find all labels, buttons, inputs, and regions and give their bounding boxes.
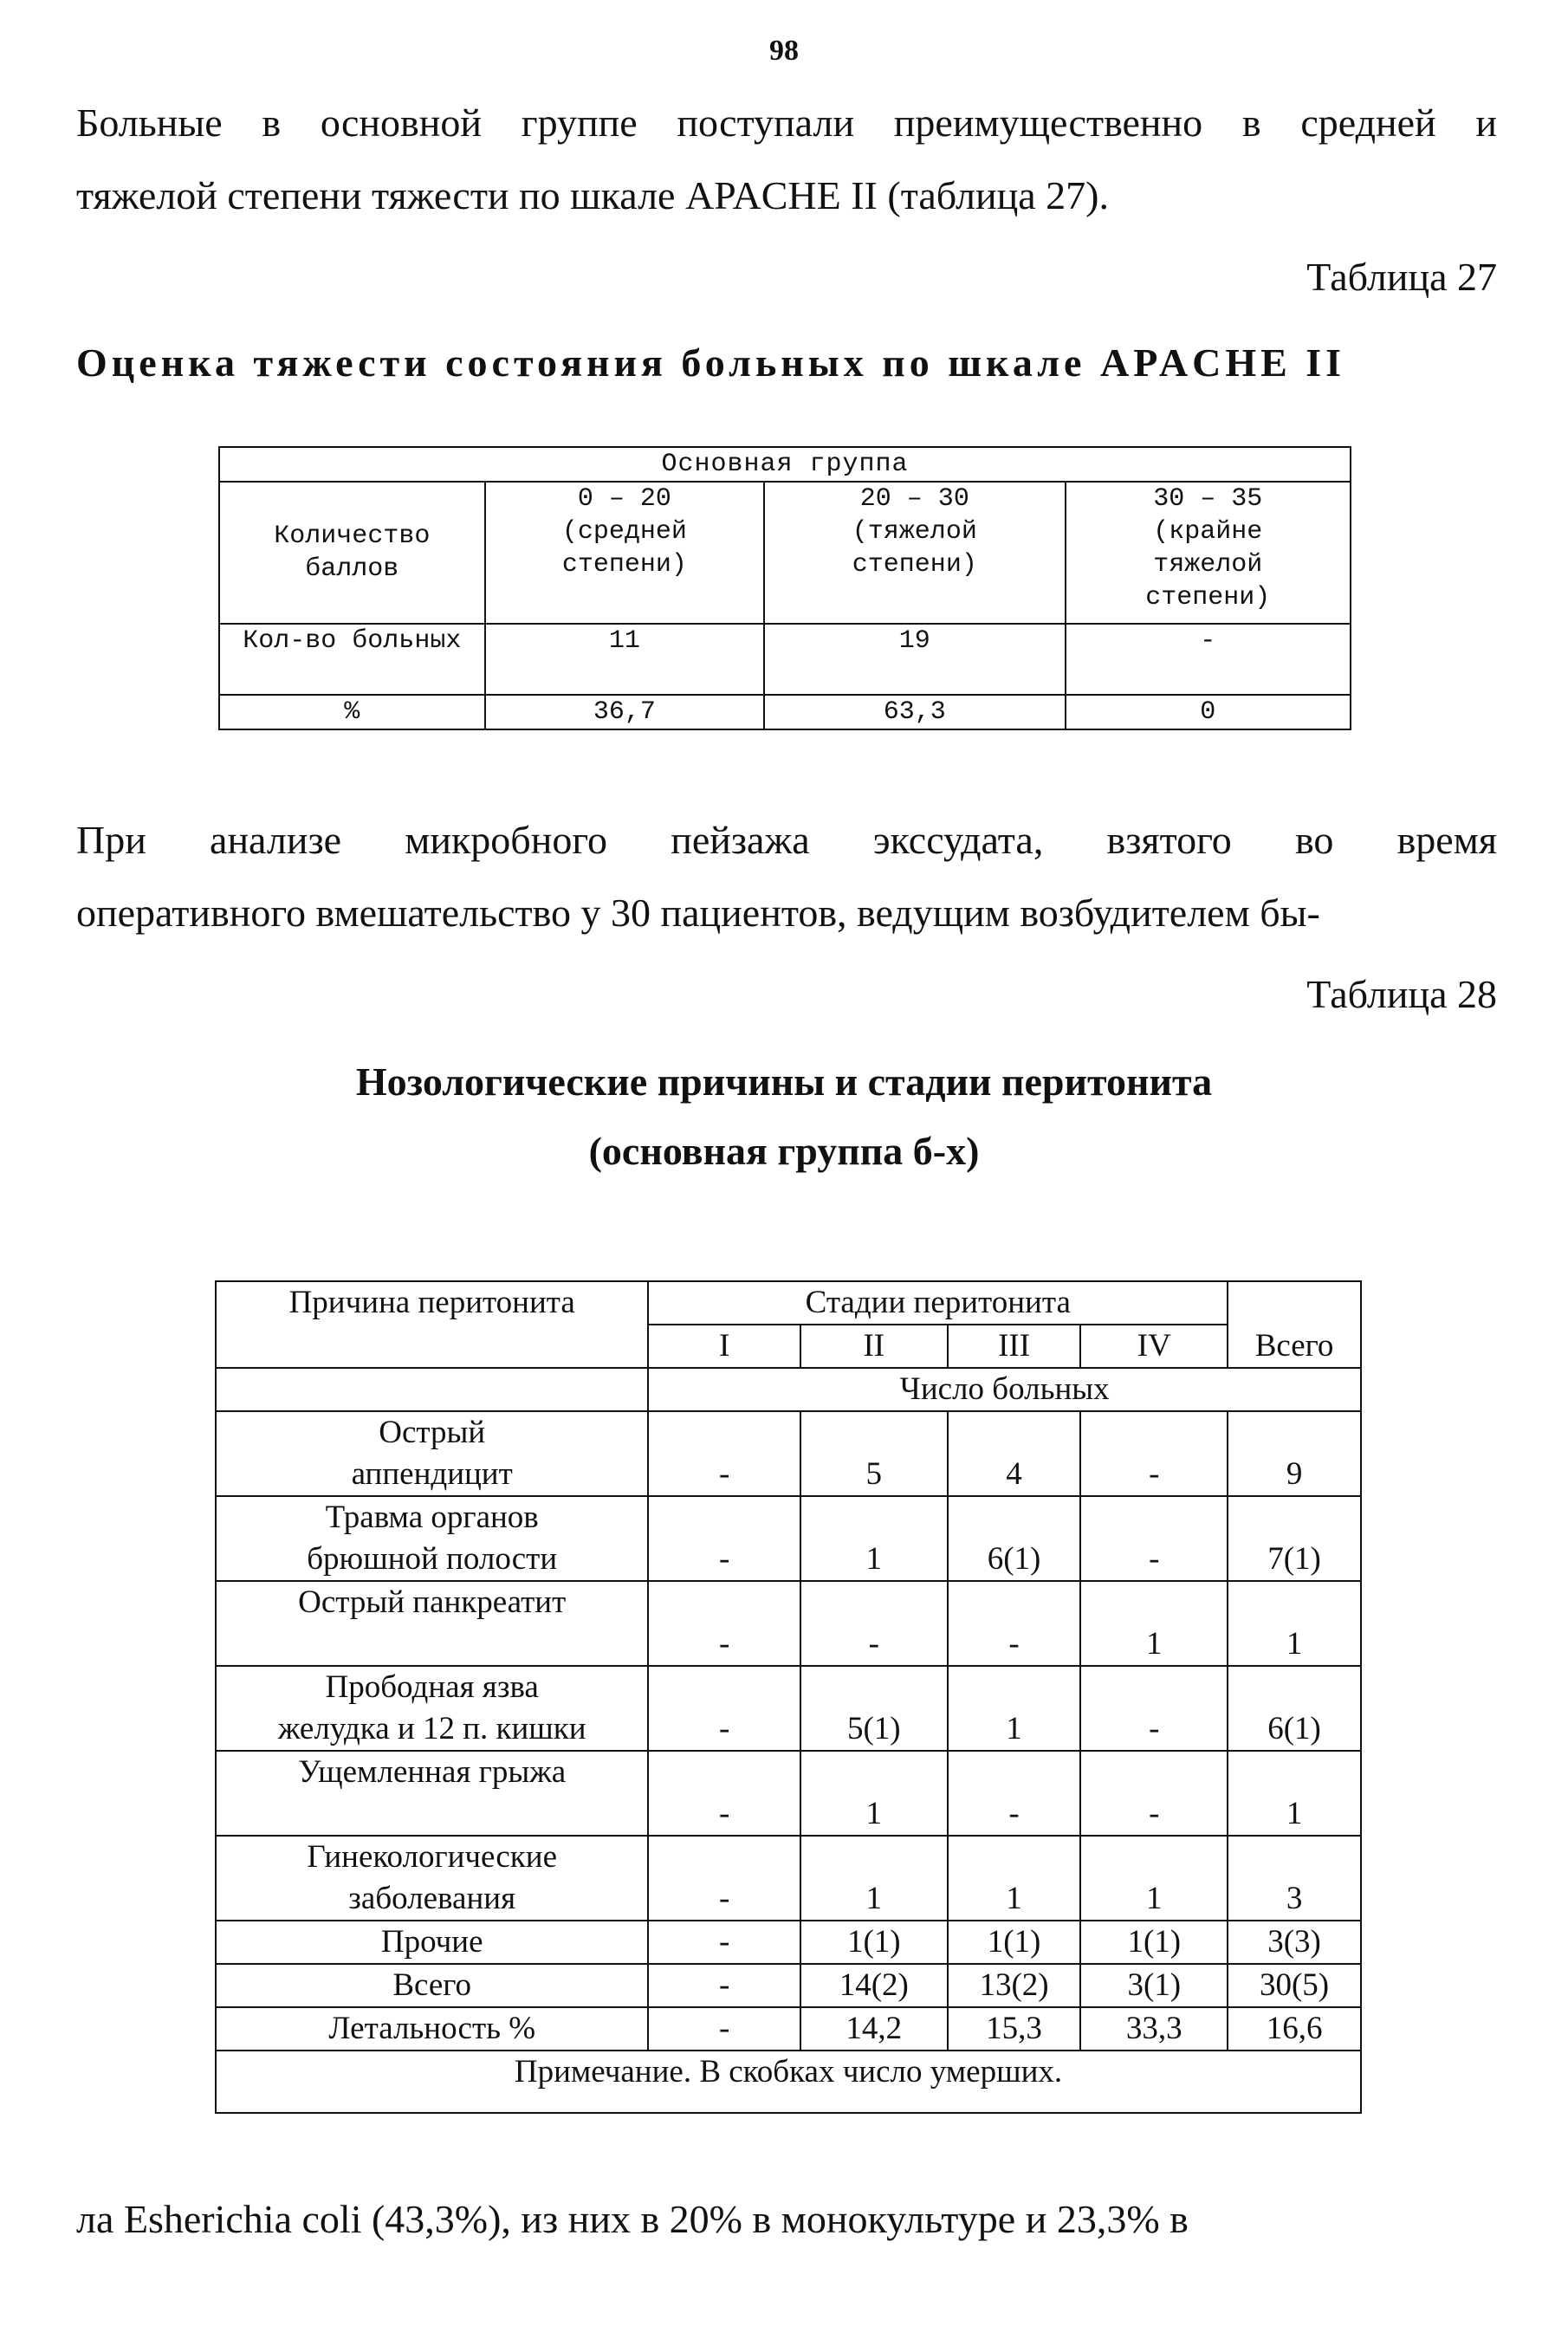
table28-cell: 1(1)	[800, 1921, 948, 1964]
table28-cell: -	[648, 1581, 800, 1666]
intro-line-2: тяжелой степени тяжести по шкале APACHE II (таблица 27).	[76, 173, 1109, 217]
intro-paragraph	[76, 87, 1497, 232]
intro-line-1: Больные в основной группе поступали преимущественно в средней и	[76, 100, 1497, 145]
table28-cell: 1	[1080, 1581, 1228, 1666]
table28-row	[216, 1411, 1361, 1496]
table28-cell: 7(1)	[1228, 1496, 1361, 1581]
table28-cause-header: Причина перитонита	[216, 1281, 648, 1368]
table28-cell: 33,3	[1080, 2007, 1228, 2051]
table28-row-label: Острый панкреатит	[216, 1581, 648, 1666]
table27-cell: 63,3	[764, 695, 1065, 729]
table28-row	[216, 1666, 1361, 1751]
table27-cell: 0	[1066, 695, 1351, 729]
table28-cell: 30(5)	[1228, 1964, 1361, 2007]
table28-label: Таблица 28	[1306, 972, 1497, 1016]
table28-cell: 4	[948, 1411, 1081, 1496]
table28-row	[216, 1751, 1361, 1836]
table28-cell: 1	[1228, 1751, 1361, 1836]
table28-row	[216, 1581, 1361, 1666]
table27-group-header: Основная группа	[219, 447, 1351, 482]
table28-row-label: Всего	[216, 1964, 648, 2007]
table28-stages-header: Стадии перитонита	[648, 1281, 1228, 1325]
middle-line-1: При анализе микробного пейзажа экссудата, взятого во время	[76, 818, 1497, 862]
table28-cell: 5(1)	[800, 1666, 948, 1751]
table28-cell: -	[648, 1496, 800, 1581]
table27-label: Таблица 27	[1306, 255, 1497, 299]
table28-cell: 6(1)	[1228, 1666, 1361, 1751]
table28-cell: 16,6	[1228, 2007, 1361, 2051]
table28-row	[216, 1964, 1361, 2007]
table28-row	[216, 1496, 1361, 1581]
table28-cell: 9	[1228, 1411, 1361, 1496]
table28-cell: 14,2	[800, 2007, 948, 2051]
table28-cell: -	[648, 1666, 800, 1751]
table28-cell: 6(1)	[948, 1496, 1081, 1581]
table28-cell: -	[1080, 1496, 1228, 1581]
table27-title: Оценка тяжести состояния больных по шкале APACHE II	[76, 340, 1346, 385]
table28-cell: 14(2)	[800, 1964, 948, 2007]
table28-cell: 3(1)	[1080, 1964, 1228, 2007]
table28-cell: 1	[800, 1836, 948, 1921]
table28-row-label: Прочие	[216, 1921, 648, 1964]
table28-stage-label: III	[948, 1325, 1081, 1368]
table27-col-2: 20 – 30 (тяжелой степени)	[764, 482, 1065, 624]
table28-cell: 5	[800, 1411, 948, 1496]
table27-col-1: 0 – 20 (средней степени)	[485, 482, 764, 624]
table28	[215, 1280, 1362, 2114]
table28-row-label: Ущемленная грыжа	[216, 1751, 648, 1836]
table28-row-label: Гинекологические заболевания	[216, 1836, 648, 1921]
table28-cell: 13(2)	[948, 1964, 1081, 2007]
closing-paragraph	[76, 2183, 1497, 2256]
table28-cell: 1	[800, 1496, 948, 1581]
table28-row-label: Летальность %	[216, 2007, 648, 2051]
table28-note: Примечание. В скобках число умерших.	[216, 2051, 1361, 2113]
table27-col-3: 30 – 35 (крайне тяжелой степени)	[1066, 482, 1351, 624]
table28-cell: 1	[800, 1751, 948, 1836]
table28-row	[216, 2007, 1361, 2051]
table28-row-label: Прободная язва желудка и 12 п. кишки	[216, 1666, 648, 1751]
table27-cell: -	[1066, 624, 1351, 695]
table28-row-label: Травма органов брюшной полости	[216, 1496, 648, 1581]
table28-cell: -	[948, 1581, 1081, 1666]
table28-total-header: Всего	[1228, 1281, 1361, 1368]
table27-cell: 36,7	[485, 695, 764, 729]
table28-cell: -	[648, 1836, 800, 1921]
table28-cause-header-spacer	[216, 1368, 648, 1411]
table27-row-label: Кол-во больных	[219, 624, 485, 695]
page-number: 98	[769, 35, 799, 67]
table28-cell: -	[648, 1411, 800, 1496]
table27-cell: 19	[764, 624, 1065, 695]
table28-row	[216, 1836, 1361, 1921]
table28-cell: -	[1080, 1411, 1228, 1496]
middle-line-2: оперативного вмешательство у 30 пациентов, ведущим возбудителем бы-	[76, 891, 1320, 935]
closing-line-1: ла Esherichia coli (43,3%), из них в 20% в монокультуре и 23,3% в	[76, 2197, 1189, 2241]
table27-row-label-header: Количество баллов	[219, 482, 485, 624]
table28-stage-label: IV	[1080, 1325, 1228, 1368]
table28-count-header: Число больных	[648, 1368, 1361, 1411]
table28-cell: 1(1)	[948, 1921, 1081, 1964]
table28-cell: 1	[948, 1666, 1081, 1751]
table28-row-label: Острый аппендицит	[216, 1411, 648, 1496]
table28-cell: -	[800, 1581, 948, 1666]
table27-cell: 11	[485, 624, 764, 695]
middle-paragraph	[76, 804, 1497, 949]
table28-cell: -	[648, 1964, 800, 2007]
table28-cell: -	[648, 1751, 800, 1836]
table28-cell: 3(3)	[1228, 1921, 1361, 1964]
table28-cell: 1	[1228, 1581, 1361, 1666]
table28-title-line-2: (основная группа б-х)	[588, 1129, 980, 1173]
table28-stage-label: I	[648, 1325, 800, 1368]
table28-cell: -	[948, 1751, 1081, 1836]
table28-cell: -	[648, 2007, 800, 2051]
table28-row	[216, 1921, 1361, 1964]
table28-cell: -	[648, 1921, 800, 1964]
table28-cell: 3	[1228, 1836, 1361, 1921]
table28-stage-label: II	[800, 1325, 948, 1368]
table27-row	[219, 695, 1351, 729]
table28-title-line-1: Нозологические причины и стадии перитонита	[355, 1059, 1213, 1104]
table27-row-label: %	[219, 695, 485, 729]
table28-cell: 1	[948, 1836, 1081, 1921]
table27-row	[219, 624, 1351, 695]
table28-cell: 1	[1080, 1836, 1228, 1921]
table28-cell: 15,3	[948, 2007, 1081, 2051]
table28-cell: -	[1080, 1751, 1228, 1836]
table28-cell: 1(1)	[1080, 1921, 1228, 1964]
table27	[218, 446, 1351, 730]
table28-cell: -	[1080, 1666, 1228, 1751]
